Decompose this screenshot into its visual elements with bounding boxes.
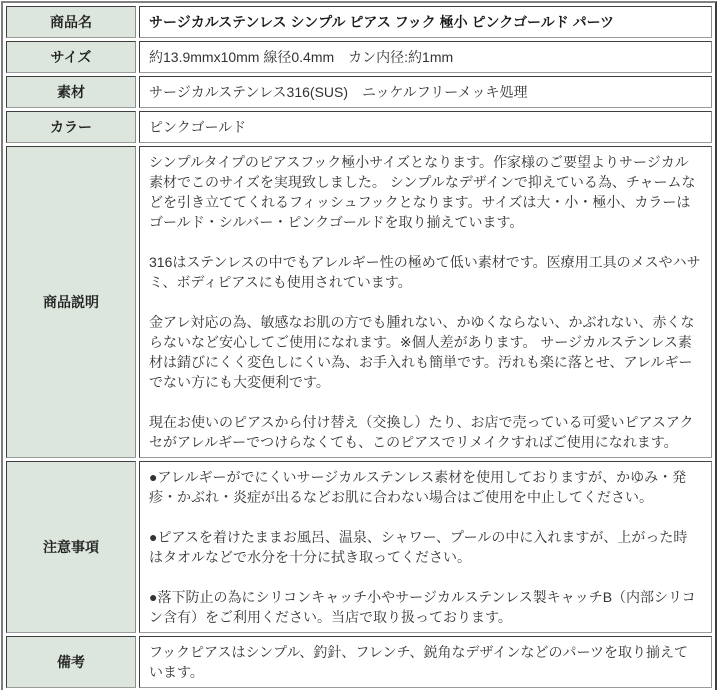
row-value-material — [139, 76, 712, 108]
table-row-description — [6, 146, 712, 458]
row-value-remarks — [139, 636, 712, 688]
table-row-size — [6, 41, 712, 73]
row-label-cautions: 注意事項 — [6, 461, 136, 633]
row-label-description: 商品説明 — [6, 146, 136, 458]
product-spec-table — [1, 1, 717, 690]
row-value-description — [139, 146, 712, 458]
caution-item: ●アレルギーがでにくいサージカルステンレス素材を使用しておりますが、かゆみ・発疹・かぶれ・炎症が出るなどお肌に合わない場合はご使用を中止してください。 — [149, 469, 687, 505]
product-name-text: サージカルステンレス シンプル ピアス フック 極小 ピンクゴールド パーツ — [149, 14, 615, 30]
row-value-product-name — [139, 6, 712, 38]
material-text: サージカルステンレス316(SUS) ニッケルフリーメッキ処理 — [149, 84, 528, 100]
row-label-color: カラー — [6, 111, 136, 143]
caution-item: ●落下防止の為にシリコンキャッチ小やサージカルステンレス製キャッチB（内部シリコン含有）をご利用ください。当店で取り扱っております。 — [149, 589, 696, 625]
row-value-size — [139, 41, 712, 73]
row-label-size: サイズ — [6, 41, 136, 73]
table-row-material — [6, 76, 712, 108]
row-label-product-name: 商品名 — [6, 6, 136, 38]
row-value-color — [139, 111, 712, 143]
description-paragraph: 現在お使いのピアスから付け替え（交換し）たり、お店で売っている可愛いピアスアクセがアレルギーでつけらなくても、このピアスでリメイクすればご使用になれます。 — [149, 414, 694, 450]
color-text: ピンクゴールド — [149, 119, 247, 135]
description-paragraph: 316はステンレスの中でもアレルギー性の極めて低い素材です。医療用工具のメスやハサミ、ボディピアスにも使用されています。 — [149, 254, 701, 290]
description-paragraph: 金アレ対応の為、敏感なお肌の方でも腫れない、かゆくならない、かぶれない、赤くならないなど安心してご使用になれます。※個人差があります。 サージカルステンレス素材は錆びにくく変色しにくい為、お手入れも簡単です。汚れも楽に落とせ、アレルギーでない方にも大変便利です。 — [149, 314, 695, 390]
row-label-remarks: 備考 — [6, 636, 136, 688]
caution-item: ●ピアスを着けたままお風呂、温泉、シャワー、プールの中に入れますが、上がった時はタオルなどで水分を十分に拭き取ってください。 — [149, 529, 688, 565]
row-label-material: 素材 — [6, 76, 136, 108]
description-paragraph: シンプルタイプのピアスフック極小サイズとなります。作家様のご要望よりサージカル素材でこのサイズを実現致しました。 シンプルなデザインで抑えている為、チャームなどを引き立ててくれるフィッシュフックとなります。サイズは大・小・極小、カラーはゴールド・シルバー・ピンクゴールドを取り揃えています。 — [149, 154, 696, 230]
row-value-cautions — [139, 461, 712, 633]
table-row-remarks — [6, 636, 712, 688]
table-row-product-name — [6, 6, 712, 38]
table-row-color — [6, 111, 712, 143]
remarks-text: フックピアスはシンプル、釣針、フレンチ、鋭角なデザインなどのパーツを取り揃えています。 — [149, 644, 688, 680]
size-text: 約13.9mmx10mm 線径0.4mm カン内径:約1mm — [149, 49, 454, 65]
table-row-cautions — [6, 461, 712, 633]
